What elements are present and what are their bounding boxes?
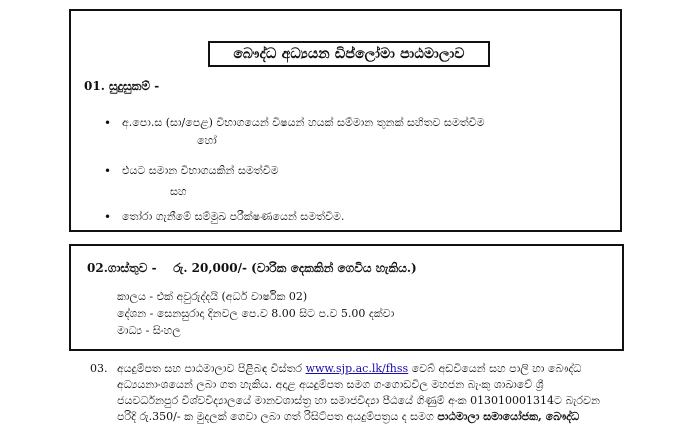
bullet-icon: • [104, 164, 112, 178]
coordinator-label: පාඨමාලා සමායෝජක, බෞද්ධ [437, 410, 580, 423]
paragraph-line-3: ජයවර්ධනපුර විශ්වවිද්‍යාලයේ මානවශාස්ත්‍ර හා සමාජවිද්‍යා පීඨයේ ගිණුම් අංක 013010001314ට බැරවන [117, 394, 600, 407]
or-label: හෝ [197, 134, 217, 147]
line1-text-end: වෙබ් අඩවියෙන් සහ පාලි හා බෞද්ධ [411, 362, 582, 375]
line1-text: අයදුම්පත සහ පාඨමාලාව පිළිබඳ විස්තර [117, 362, 303, 375]
fee-amount: රු. 20,000/- [173, 261, 247, 275]
qualifications-heading: 01. සුදුසුකම් - [84, 79, 160, 93]
fee-line [87, 261, 417, 276]
fee-label: 02.ගාස්තුව - [87, 261, 157, 275]
line4-text: පරිදි රු.350/- ක මුදලක් ගෙවා ලබා ගත් රිසිට්පත අයදුම්පත්‍රය ද සමග [117, 410, 434, 423]
paragraph-number: 03. [90, 362, 108, 375]
bullet-icon: • [104, 116, 112, 130]
bullet-icon: • [104, 210, 112, 224]
medium-detail: මාධ්‍ය - සිංහල [117, 324, 181, 337]
fee-note: (වාරික දෙකකින් ගෙවිය හැකිය.) [251, 261, 417, 275]
qualification-item-3: තෝරා ගැනීමේ සම්මුඛ පරීක්ෂණයෙන් සමත්වීම. [122, 210, 345, 223]
page-title: බෞද්ධ අධ්‍යයන ඩිප්ලෝමා පාඨමාලාව [208, 41, 490, 67]
paragraph-line-1 [117, 361, 581, 377]
website-link[interactable]: www.sjp.ac.lk/fhss [305, 362, 409, 375]
paragraph-line-2: අධ්‍යයනාංශයෙන් ලබා ගත හැකිය. අදාළ අයදුම්පත සමග ගංගොඩවිල මහජන බැංකු ශාඛාවේ ශ්‍රී [117, 378, 544, 391]
qualification-item-2: එයට සමාන විභාගයකින් සමත්වීම [122, 164, 279, 177]
qualification-item-1: අ.පො.ස (සා/පෙළ) විභාගයෙන් විෂයන් හයක් සම්මාන තුනක් සහිතව සමත්වීම [122, 116, 485, 129]
duration-detail: කාලය - එක් අවුරුද්දයි (අර්ධ වාර්ෂික 02) [117, 290, 308, 303]
paragraph-line-4 [117, 409, 579, 425]
and-label: සහ [170, 185, 187, 198]
lecture-detail: දේශන - සෙනසුරාදා දිනවල පෙ.ව 8.00 සිට ප.ව 5.00 දක්වා [117, 307, 395, 320]
